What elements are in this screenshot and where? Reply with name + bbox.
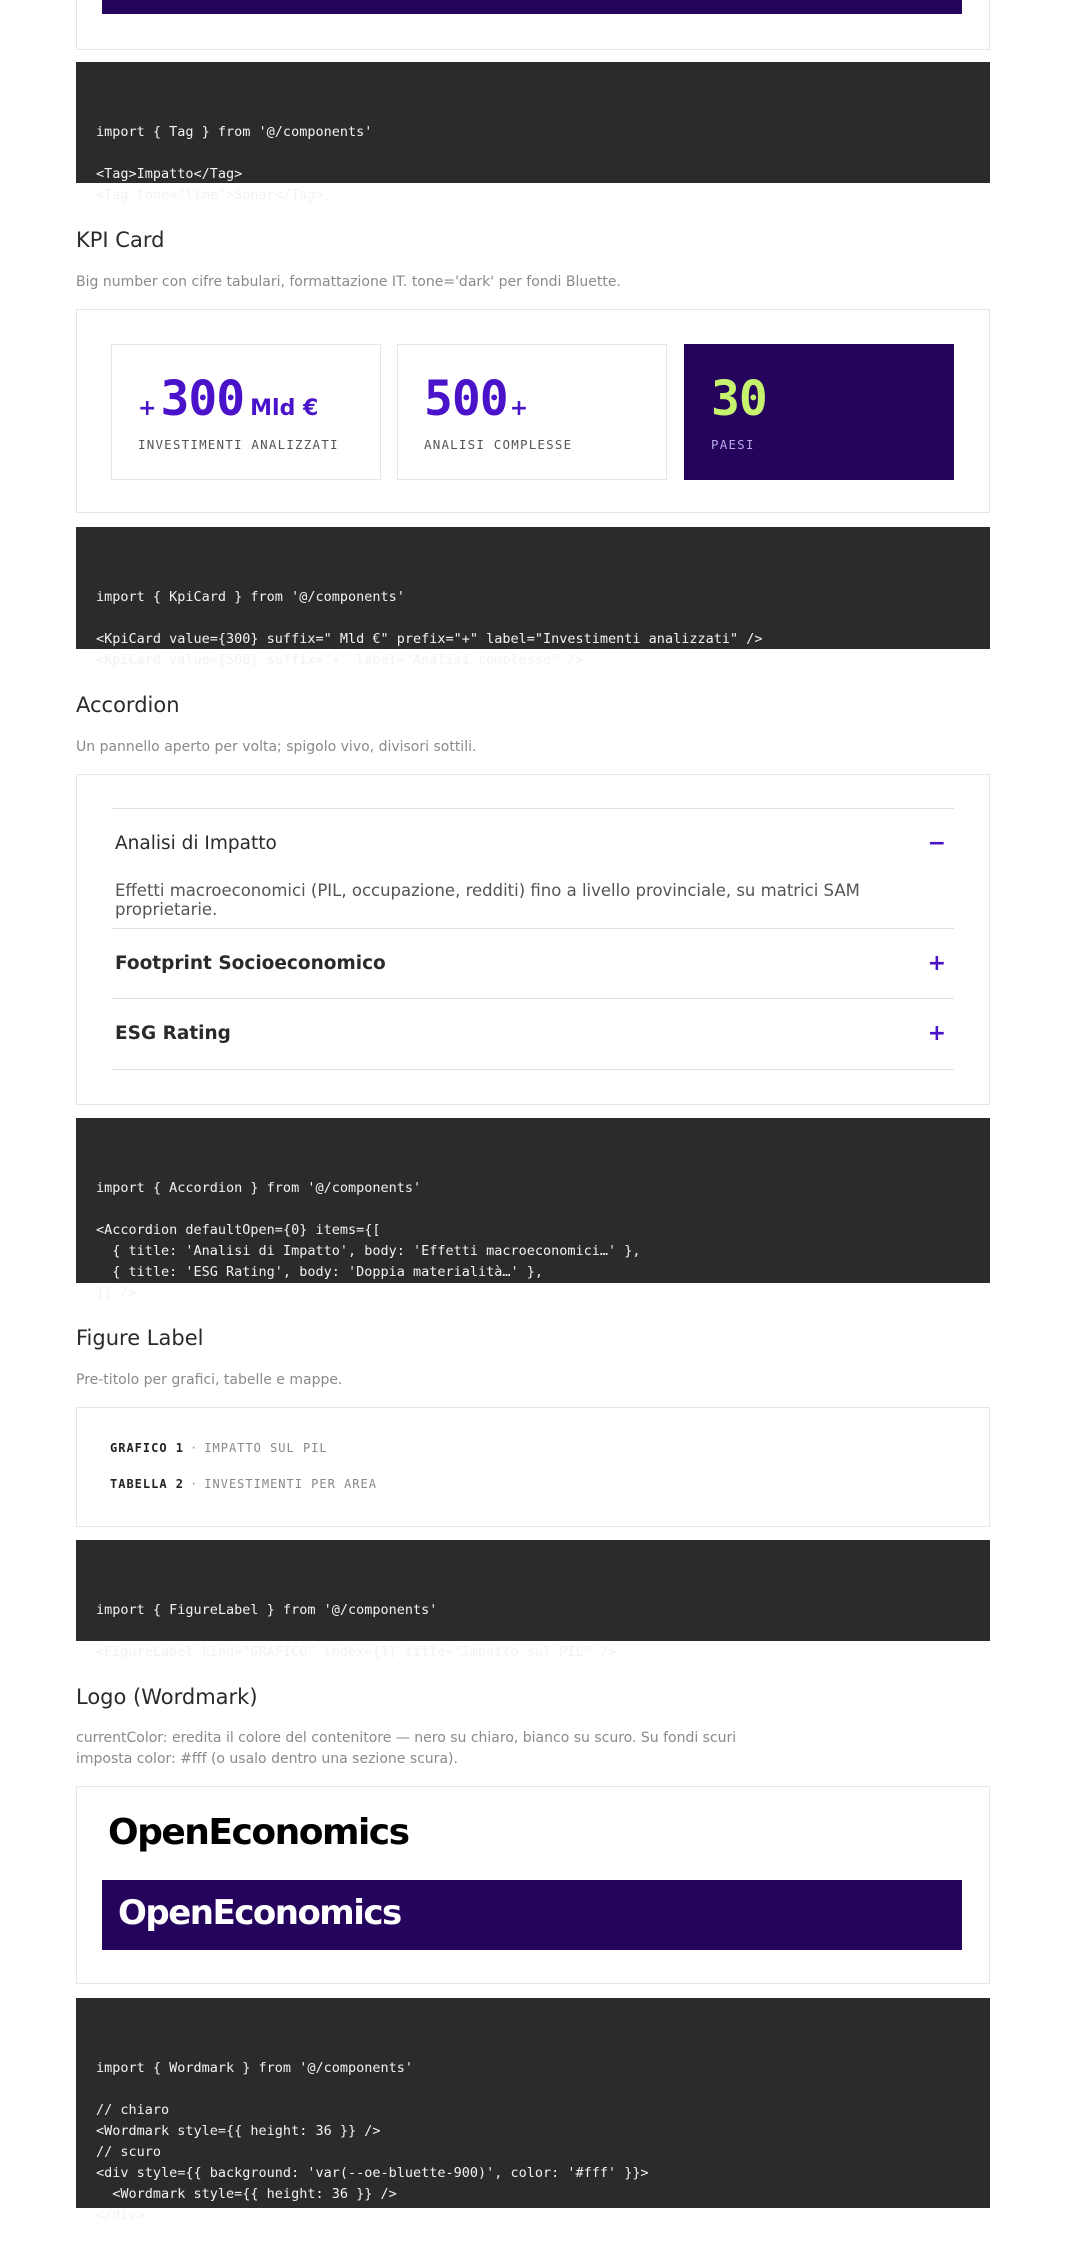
code-line [96, 2079, 970, 2100]
kpi-suffix: Mld € [250, 396, 319, 421]
figure-label [110, 1441, 328, 1455]
section-title-accordion: Accordion [76, 693, 180, 717]
kpi-card [397, 344, 667, 480]
code-line: import { Wordmark } from '@/components' [96, 2060, 413, 2076]
code-line: <Accordion defaultOpen={0} items={[ [96, 1222, 381, 1238]
figure-label-separator: · [190, 1441, 199, 1455]
code-line: <KpiCard value={300} suffix=" Mld €" prefix="+" label="Investimenti analizzati" /> [96, 631, 763, 647]
wordmark-logo-light: OpenEconomics [108, 1812, 409, 1853]
section-description-line: currentColor: eredita il colore del contenitore — nero su chiaro, bianco su scuro. Su fondi scuri [76, 1730, 737, 1746]
figure-label [110, 1477, 377, 1491]
figure-label-title: IMPATTO SUL PIL [204, 1441, 328, 1455]
code-line: // chiaro [96, 2102, 170, 2118]
section-description-kpi: Big number con cifre tabulari, formattazione IT. tone='dark' per fondi Bluette. [76, 274, 621, 290]
code-line [96, 143, 970, 164]
accordion-item-body: Effetti macroeconomici (PIL, occupazione, redditi) fino a livello provinciale, su matrici SAM proprietarie. [115, 881, 860, 919]
kpi-value: 500 [424, 371, 508, 427]
code-line: ]} /> [96, 1285, 137, 1301]
figure-label-kind: TABELLA 2 [110, 1477, 185, 1491]
figure-label-separator: · [190, 1477, 199, 1491]
section-description-figure-label: Pre-titolo per grafici, tabelle e mappe. [76, 1372, 343, 1388]
code-line: import { KpiCard } from '@/components' [96, 589, 405, 605]
logo-code-block [76, 1998, 990, 2223]
code-line [96, 1621, 970, 1642]
code-line: import { FigureLabel } from '@/components' [96, 1602, 438, 1618]
code-line: // scuro [96, 2144, 162, 2160]
code-line: <Wordmark style={{ height: 36 }} /> [96, 2186, 397, 2202]
accordion-item-title[interactable]: ESG Rating [115, 1023, 231, 1044]
kpi-card [111, 344, 381, 480]
wordmark-logo-dark: OpenEconomics [118, 1893, 401, 1933]
accordion-item-title[interactable]: Footprint Socioeconomico [115, 953, 386, 974]
code-line: <Tag>Impatto</Tag> [96, 166, 243, 182]
kpi-code-block [76, 527, 990, 668]
figure-label-title: INVESTIMENTI PER AREA [204, 1477, 377, 1491]
code-line: { title: 'ESG Rating', body: 'Doppia materialità…' }, [96, 1264, 544, 1280]
code-line [96, 608, 970, 629]
tag-code-block [76, 62, 990, 203]
tag-demo-dark-strip [102, 0, 962, 14]
kpi-label: ANALISI COMPLESSE [424, 437, 573, 452]
kpi-label: PAESI [711, 437, 755, 452]
section-description-accordion: Un pannello aperto per volta; spigolo vivo, divisori sottili. [76, 739, 477, 755]
accordion-collapse-icon[interactable]: − [927, 831, 946, 856]
section-title-logo: Logo (Wordmark) [76, 1685, 258, 1709]
code-line: <Wordmark style={{ height: 36 }} /> [96, 2123, 381, 2139]
kpi-suffix: + [509, 396, 529, 421]
figure-label-kind: GRAFICO 1 [110, 1441, 185, 1455]
kpi-card-dark [684, 344, 954, 480]
accordion-code-block [76, 1118, 990, 1301]
accordion-item[interactable] [112, 928, 954, 998]
section-description-logo [76, 1728, 736, 1770]
section-title-kpi: KPI Card [76, 228, 165, 252]
accordion-expand-icon[interactable]: + [927, 1021, 946, 1046]
code-line: </div> [96, 2207, 145, 2223]
section-description-line: imposta color: #fff (o usalo dentro una sezione scura). [76, 1751, 458, 1767]
accordion-item[interactable] [112, 808, 954, 928]
code-line: import { Tag } from '@/components' [96, 124, 373, 140]
code-line: { title: 'Analisi di Impatto', body: 'Effetti macroeconomici…' }, [96, 1243, 641, 1259]
kpi-value: 30 [711, 371, 767, 427]
section-title-figure-label: Figure Label [76, 1326, 204, 1350]
figure-label-code-block [76, 1540, 990, 1660]
kpi-number [711, 371, 767, 427]
code-line [96, 1199, 970, 1220]
code-line: <Tag tone="lime">Sonar</Tag> [96, 187, 324, 203]
kpi-number [138, 371, 318, 427]
code-line: import { Accordion } from '@/components' [96, 1180, 422, 1196]
code-line: <FigureLabel kind="GRAFICO" index={1} title="Impatto sul PIL" /> [96, 1644, 617, 1660]
accordion-expand-icon[interactable]: + [927, 951, 946, 976]
code-line: <KpiCard value={500} suffix="+" label="Analisi complesse" /> [96, 652, 584, 668]
kpi-number [424, 371, 528, 427]
code-line: <div style={{ background: 'var(--oe-bluette-900)', color: '#fff' }}> [96, 2165, 649, 2181]
figure-label-demo-panel [76, 1407, 990, 1527]
accordion-item[interactable] [112, 998, 954, 1070]
accordion-item-title[interactable]: Analisi di Impatto [115, 833, 277, 854]
kpi-label: INVESTIMENTI ANALIZZATI [138, 437, 339, 452]
kpi-value: 300 [160, 371, 245, 427]
kpi-prefix: + [138, 396, 157, 421]
